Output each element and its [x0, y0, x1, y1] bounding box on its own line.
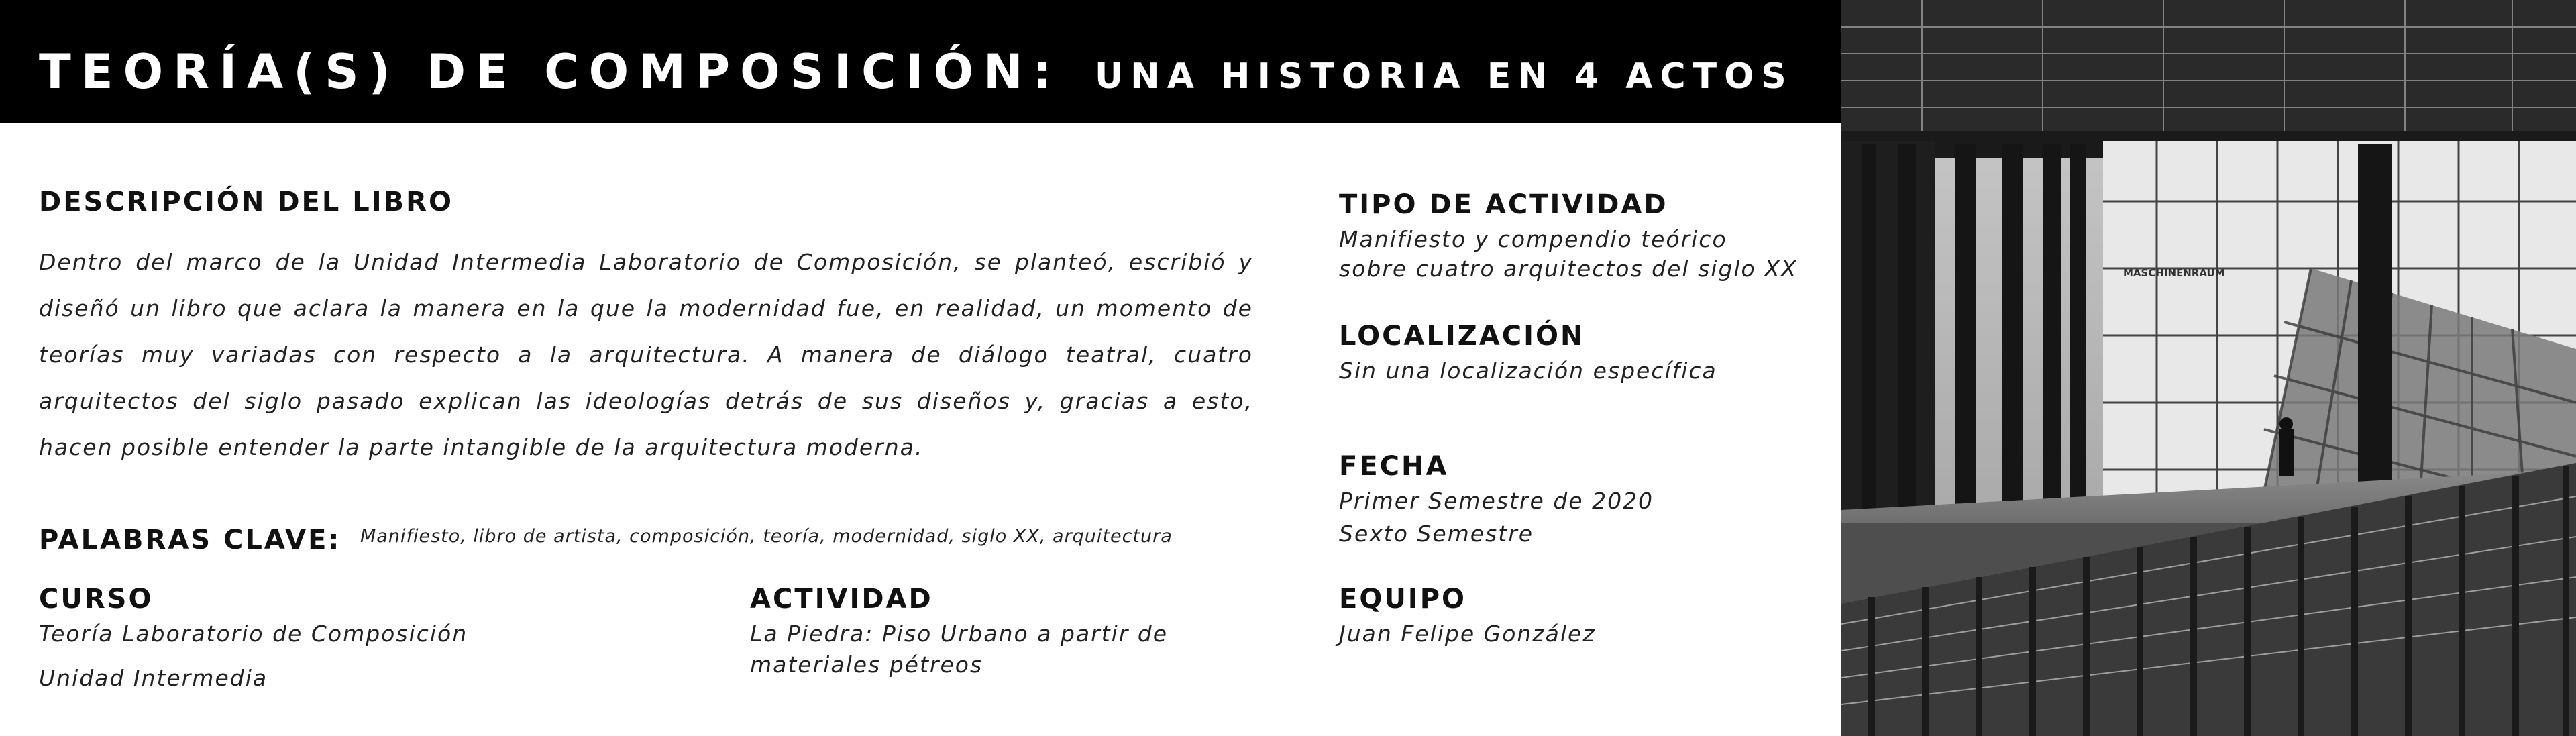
title-main-text: TEORÍA(S) DE COMPOSICIÓN: — [39, 44, 1062, 99]
maschinenraum-sign: MASCHINENRAUM — [2123, 267, 2225, 279]
date-heading: FECHA — [1339, 451, 1449, 482]
location-heading: LOCALIZACIÓN — [1339, 321, 1585, 352]
date-line-2: Sexto Semestre — [1339, 521, 1534, 547]
date-line-1: Primer Semestre de 2020 — [1339, 488, 1654, 514]
description-text: Dentro del marco de la Unidad Intermedia Laboratorio de Composición, se planteó, escribió y diseñó un libro que aclara la manera en la que la modernidad fue, en realidad, un momento de teorías muy variadas con respecto a la arquitectura. A manera de diálogo teatral, cuatro arquitectos del siglo pasado explican las ideologías detrás de sus diseños y, gracias a esto, hacen posible entender la parte intangible de la arquitectura moderna. — [39, 249, 1253, 460]
team-line-1: Juan Felipe González — [1339, 621, 1596, 647]
activity-type-heading: TIPO DE ACTIVIDAD — [1339, 189, 1668, 220]
page-subtitle: UNA HISTORIA EN 4 ACTOS — [1094, 56, 1794, 97]
course-line-2: Unidad Intermedia — [39, 665, 268, 691]
activity-heading: ACTIVIDAD — [750, 584, 933, 615]
team-heading: EQUIPO — [1339, 584, 1467, 615]
description-heading: DESCRIPCIÓN DEL LIBRO — [39, 187, 453, 217]
location-line-1: Sin una localización específica — [1339, 358, 1717, 384]
activity-type-line-2: sobre cuatro arquitectos del siglo XX — [1339, 256, 1798, 282]
activity-line-2: materiales pétreos — [750, 651, 983, 678]
course-line-1: Teoría Laboratorio de Composición — [39, 621, 468, 647]
keywords-value: Manifiesto, libro de artista, composición, teoría, modernidad, siglo XX, arquitectura — [360, 526, 1173, 547]
activity-type-line-1: Manifiesto y compendio teórico — [1339, 226, 1727, 252]
title-banner — [0, 0, 1841, 123]
course-heading: CURSO — [39, 584, 154, 615]
activity-line-1: La Piedra: Piso Urbano a partir de — [750, 621, 1169, 647]
page-title — [39, 42, 1794, 107]
architecture-collage-image — [1841, 0, 2576, 736]
keywords-label: PALABRAS CLAVE: — [39, 525, 341, 556]
